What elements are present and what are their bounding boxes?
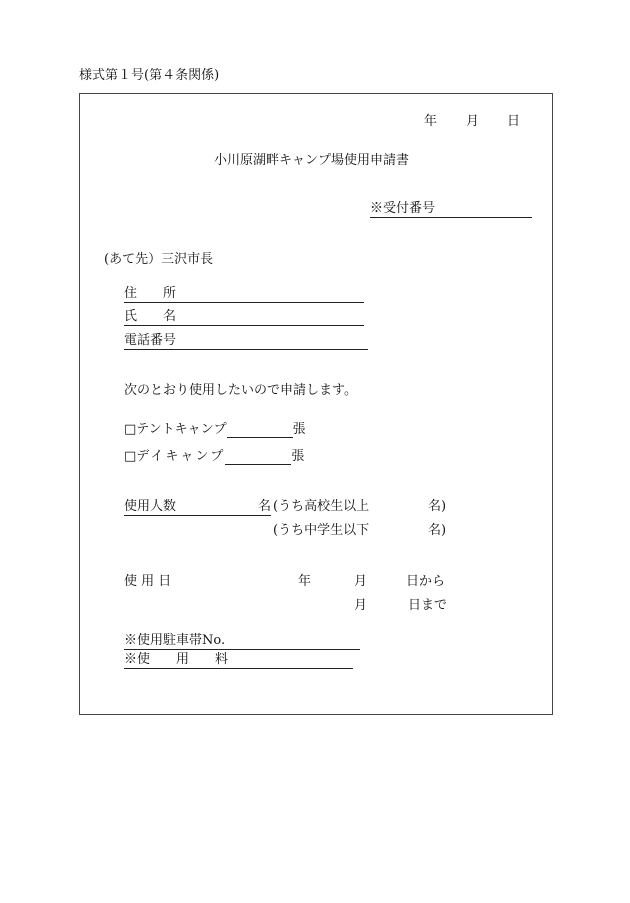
date-day-label: 日 bbox=[507, 114, 521, 129]
date-year-label: 年 bbox=[424, 114, 438, 129]
option-tent-camp bbox=[124, 422, 306, 438]
phone-label: 電話番号 bbox=[124, 333, 177, 348]
address-label: 住 所 bbox=[124, 286, 177, 301]
headcount-label: 使用人数 bbox=[124, 499, 177, 514]
phone-field bbox=[124, 333, 368, 350]
quantity-blank bbox=[227, 423, 293, 438]
usage-end-day: 日まで bbox=[408, 598, 448, 613]
address-field bbox=[124, 286, 364, 303]
option-unit: 張 bbox=[291, 449, 305, 464]
form-number-label: 様式第１号(第４条関係) bbox=[79, 68, 220, 83]
fee-label: ※使 用 料 bbox=[124, 652, 229, 667]
name-field bbox=[124, 309, 364, 326]
request-statement: 次のとおり使用したいので申請します。 bbox=[124, 383, 357, 398]
checkbox-icon: □ bbox=[124, 422, 137, 437]
middleschool-unit: 名) bbox=[428, 523, 447, 538]
form-title: 小川原湖畔キャンプ場使用申請書 bbox=[214, 153, 410, 168]
headcount-field bbox=[124, 499, 271, 516]
checkbox-icon: □ bbox=[124, 449, 137, 464]
option-label: デイキャンプ bbox=[136, 449, 226, 464]
middleschool-label: (うち中学生以下 bbox=[273, 523, 370, 538]
parking-permit-label: ※使用駐車帯No. bbox=[124, 633, 226, 648]
highschool-count bbox=[273, 499, 369, 515]
highschool-label: (うち高校生以上 bbox=[273, 499, 370, 514]
option-unit: 張 bbox=[292, 422, 306, 437]
reception-number-field bbox=[370, 201, 532, 218]
usage-date-label: 使 用 日 bbox=[124, 574, 172, 589]
form-frame bbox=[79, 93, 553, 715]
option-label: テントキャンプ bbox=[136, 422, 227, 437]
parking-permit-field bbox=[124, 633, 360, 650]
reception-number-label: ※受付番号 bbox=[370, 201, 436, 216]
addressee: (あて先）三沢市長 bbox=[104, 252, 214, 267]
fee-field bbox=[124, 652, 353, 669]
headcount-unit: 名 bbox=[257, 499, 271, 514]
usage-start-day: 日から bbox=[406, 574, 446, 589]
usage-start-year: 年 bbox=[298, 574, 312, 589]
usage-end-month: 月 bbox=[354, 598, 368, 613]
name-label: 氏 名 bbox=[124, 309, 177, 324]
date-month-label: 月 bbox=[466, 114, 480, 129]
option-day-camp bbox=[124, 449, 304, 465]
middleschool-count bbox=[273, 523, 369, 539]
highschool-unit: 名) bbox=[428, 499, 447, 514]
usage-start-month: 月 bbox=[354, 574, 368, 589]
quantity-blank bbox=[225, 450, 291, 465]
